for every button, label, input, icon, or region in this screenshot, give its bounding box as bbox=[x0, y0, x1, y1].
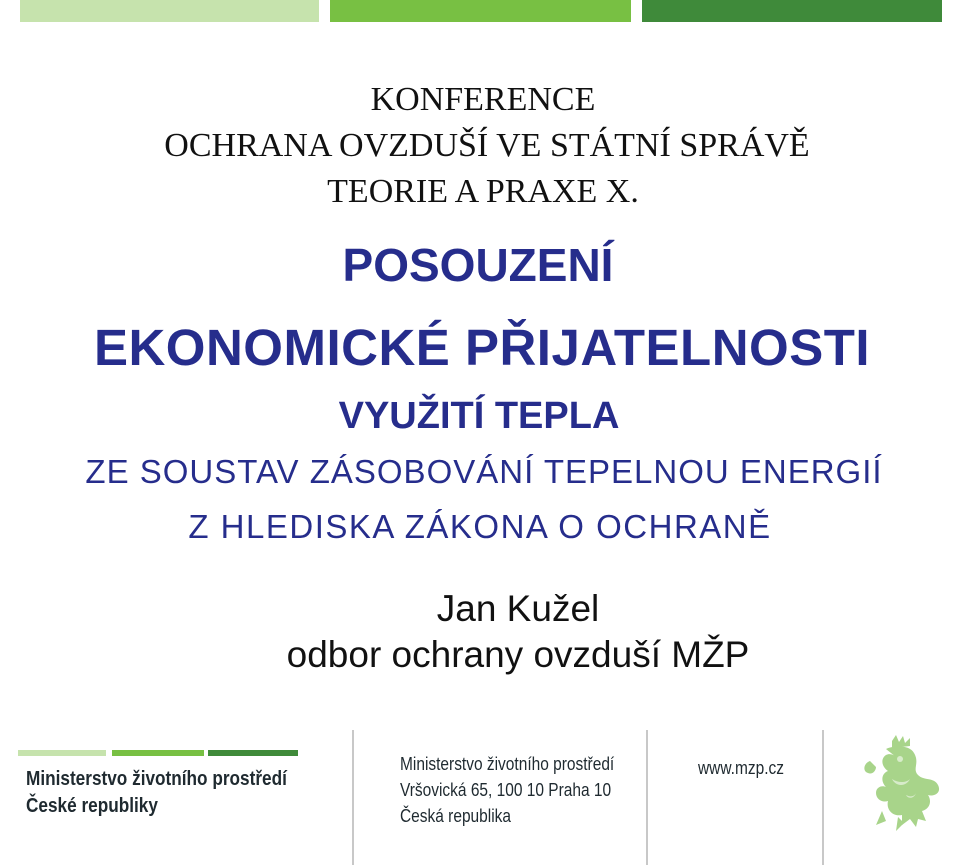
author-department: odbor ochrany ovzduší MŽP bbox=[286, 634, 750, 675]
title-line-2: EKONOMICKÉ PŘIJATELNOSTI bbox=[93, 319, 871, 376]
address-line-2: Vršovická 65, 100 10 Praha 10 bbox=[400, 780, 612, 800]
ministry-address bbox=[400, 751, 614, 829]
ministry-logo-text bbox=[26, 766, 287, 820]
address-line-3: Česká republika bbox=[400, 806, 512, 826]
footer-divider bbox=[822, 730, 824, 865]
ministry-name-line-1: Ministerstvo životního prostředí bbox=[26, 768, 287, 790]
lion-emblem-icon bbox=[862, 735, 944, 833]
conference-subtitle: TEORIE A PRAXE X. bbox=[327, 173, 639, 210]
top-bar-dark bbox=[642, 0, 942, 22]
top-bar-mid bbox=[330, 0, 631, 22]
footer-bar-light bbox=[18, 750, 106, 756]
title-line-4: ZE SOUSTAV ZÁSOBOVÁNÍ TEPELNOU ENERGIÍ bbox=[85, 453, 883, 490]
footer-bar-dark bbox=[208, 750, 298, 756]
footer-divider bbox=[646, 730, 648, 865]
title-line-5: Z HLEDISKA ZÁKONA O OCHRANĚ bbox=[188, 508, 772, 545]
title-line-1: POSOUZENÍ bbox=[342, 239, 614, 291]
footer-bar-mid bbox=[112, 750, 204, 756]
author-name: Jan Kužel bbox=[436, 588, 600, 629]
footer-divider bbox=[352, 730, 354, 865]
ministry-name-line-2: České republiky bbox=[26, 795, 158, 817]
address-line-1: Ministerstvo životního prostředí bbox=[400, 754, 615, 774]
conference-heading: KONFERENCE bbox=[370, 81, 596, 118]
website-link[interactable]: www.mzp.cz bbox=[698, 758, 785, 778]
conference-title: OCHRANA OVZDUŠÍ VE STÁTNÍ SPRÁVĚ bbox=[164, 127, 810, 164]
top-bar-light bbox=[20, 0, 319, 22]
title-line-3: VYUŽITÍ TEPLA bbox=[338, 395, 620, 437]
